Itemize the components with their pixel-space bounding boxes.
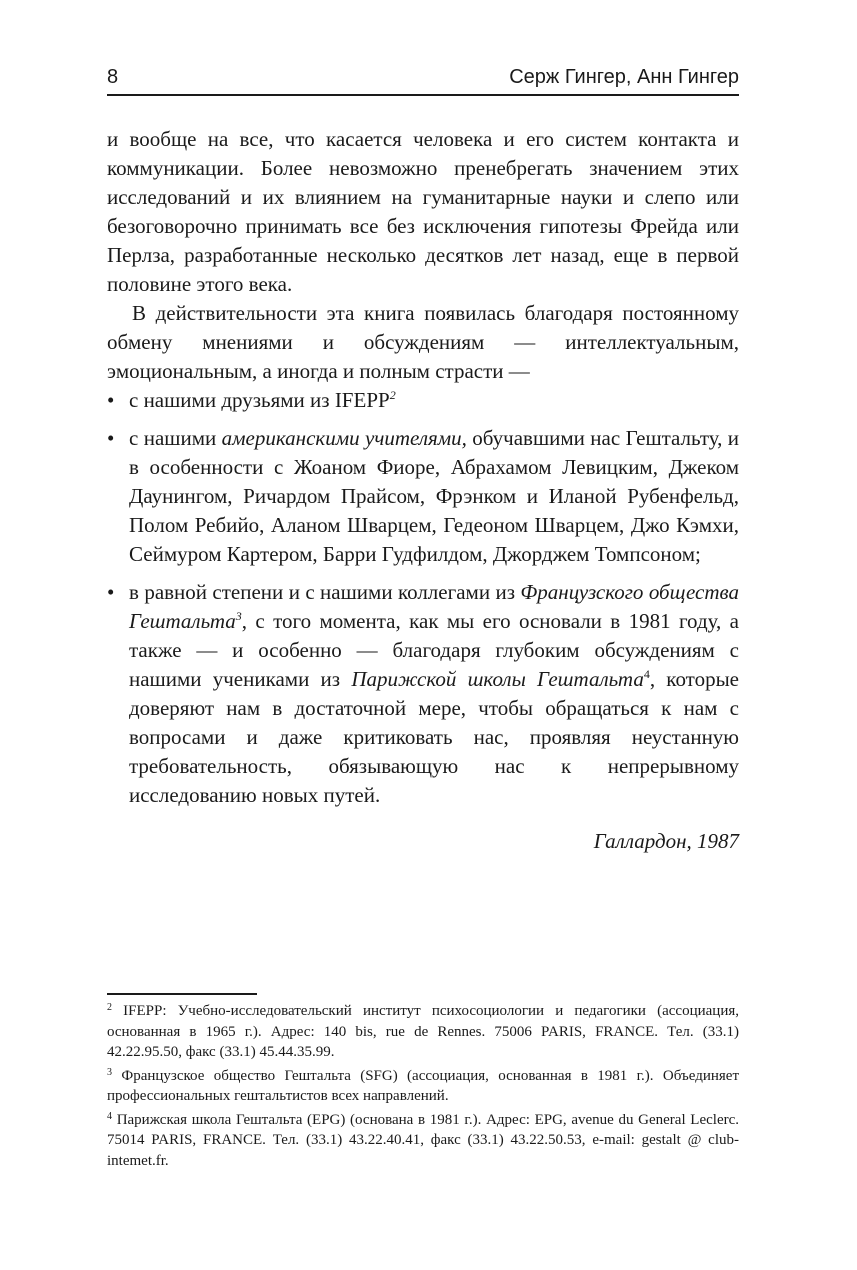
italic-phrase: американскими учителями, — [221, 426, 467, 450]
page-number: 8 — [107, 66, 119, 88]
bullet-marker: • — [107, 580, 115, 604]
bullet-list — [107, 386, 739, 810]
list-item-text: в равной степени и с нашими коллегами из — [129, 580, 521, 604]
footnote-number: 3 — [107, 1066, 112, 1078]
list-item-colleagues — [107, 578, 739, 810]
footnote-4 — [107, 1110, 739, 1172]
footnote-ref-4: 4 — [643, 667, 650, 681]
footnote-text: IFEPP: Учебно-исследовательский институт психосоциологии и педагогики (ассоциация, основанная в 1965 г.). Адрес: 140 bis, rue de Rennes. 75006 PARIS, FRANCE. Тел. (33.1) 42.22.95.50, факс (33.1) 45.44.35.99. — [107, 1003, 739, 1060]
paragraph-2: В действительности эта книга появилась благодаря постоянному обмену мнениями и обсуждениям — интеллектуальным, эмоциональным, а иногда и полным страсти — — [107, 301, 739, 383]
footnote-number: 4 — [107, 1110, 112, 1122]
list-item-text: , с того момента, как мы его основали в 1981 году, а также — и особенно — благодаря глубоким обсуждениям с нашими учениками из — [129, 609, 739, 691]
italic-phrase: Французского общества Гештальта — [129, 580, 739, 633]
footnote-number: 2 — [107, 1002, 112, 1013]
footnote-ref-3: 3 — [235, 609, 242, 623]
paragraph-1: и вообще на все, что касается человека и его систем контакта и коммуникации. Более невозможно пренебрегать значением этих исследований и их влиянием на гуманитарные науки и слепо или безоговорочно принимать все без исключения гипотезы Фрейда или Перлза, разработанные несколько десятков лет назад, еще в первой половине этого века. — [107, 127, 739, 296]
list-item-teachers — [107, 424, 739, 569]
footnote-text: Парижская школа Гештальта (EPG) (основана в 1981 г.). Адрес: EPG, avenue du General Leclerc. 75014 PARIS, FRANCE. Тел. (33.1) 43.22.40.41, факс (33.1) 43.22.50.53, e-mail: gestalt @ club-intemet.fr. — [107, 1111, 740, 1169]
footnote-ref-2: 2 — [389, 388, 396, 402]
footnote-3 — [107, 1066, 739, 1107]
list-item-text: с нашими друзьями из IFEPP — [129, 388, 390, 412]
running-header — [107, 64, 739, 96]
footnote-2 — [107, 1001, 739, 1063]
signature-place-date: Галлардон, 1987 — [593, 829, 739, 853]
footnote-separator — [107, 993, 257, 995]
list-item-text: , которые доверяют нам в достаточной мере, чтобы обращаться к нам с вопросами и даже критиковать нас, проявляя неустанную требовательность, обязывающую нас к непрерывному исследованию новых путей. — [129, 667, 739, 807]
list-item-text: с нашими — [129, 426, 222, 450]
footnotes — [107, 1001, 739, 1174]
list-item-ifepp — [107, 386, 739, 415]
italic-phrase: Парижской школы Гештальта — [351, 667, 644, 691]
bullet-marker: • — [107, 426, 115, 450]
bullet-marker: • — [107, 388, 115, 412]
body-text — [107, 125, 739, 810]
footnote-text: Французское общество Гештальта (SFG) (ассоциация, основанная в 1981 г.). Объединяет профессиональных гештальтистов всех направлений. — [107, 1067, 739, 1104]
list-item-text: обучавшими нас Гештальту, и в особенности с Жоаном Фиоре, Абрахамом Левицким, Джеком Даунингом, Ричардом Прайсом, Фрэнком и Иланой Рубенфельд, Полом Ребийо, Аланом Шварцем, Гедеоном Шварцем, Джо Кэмхи, Сеймуром Картером, Барри Гудфилдом, Джорджем Томпсоном; — [129, 426, 740, 566]
running-header-authors: Серж Гингер, Анн Гингер — [509, 66, 739, 88]
